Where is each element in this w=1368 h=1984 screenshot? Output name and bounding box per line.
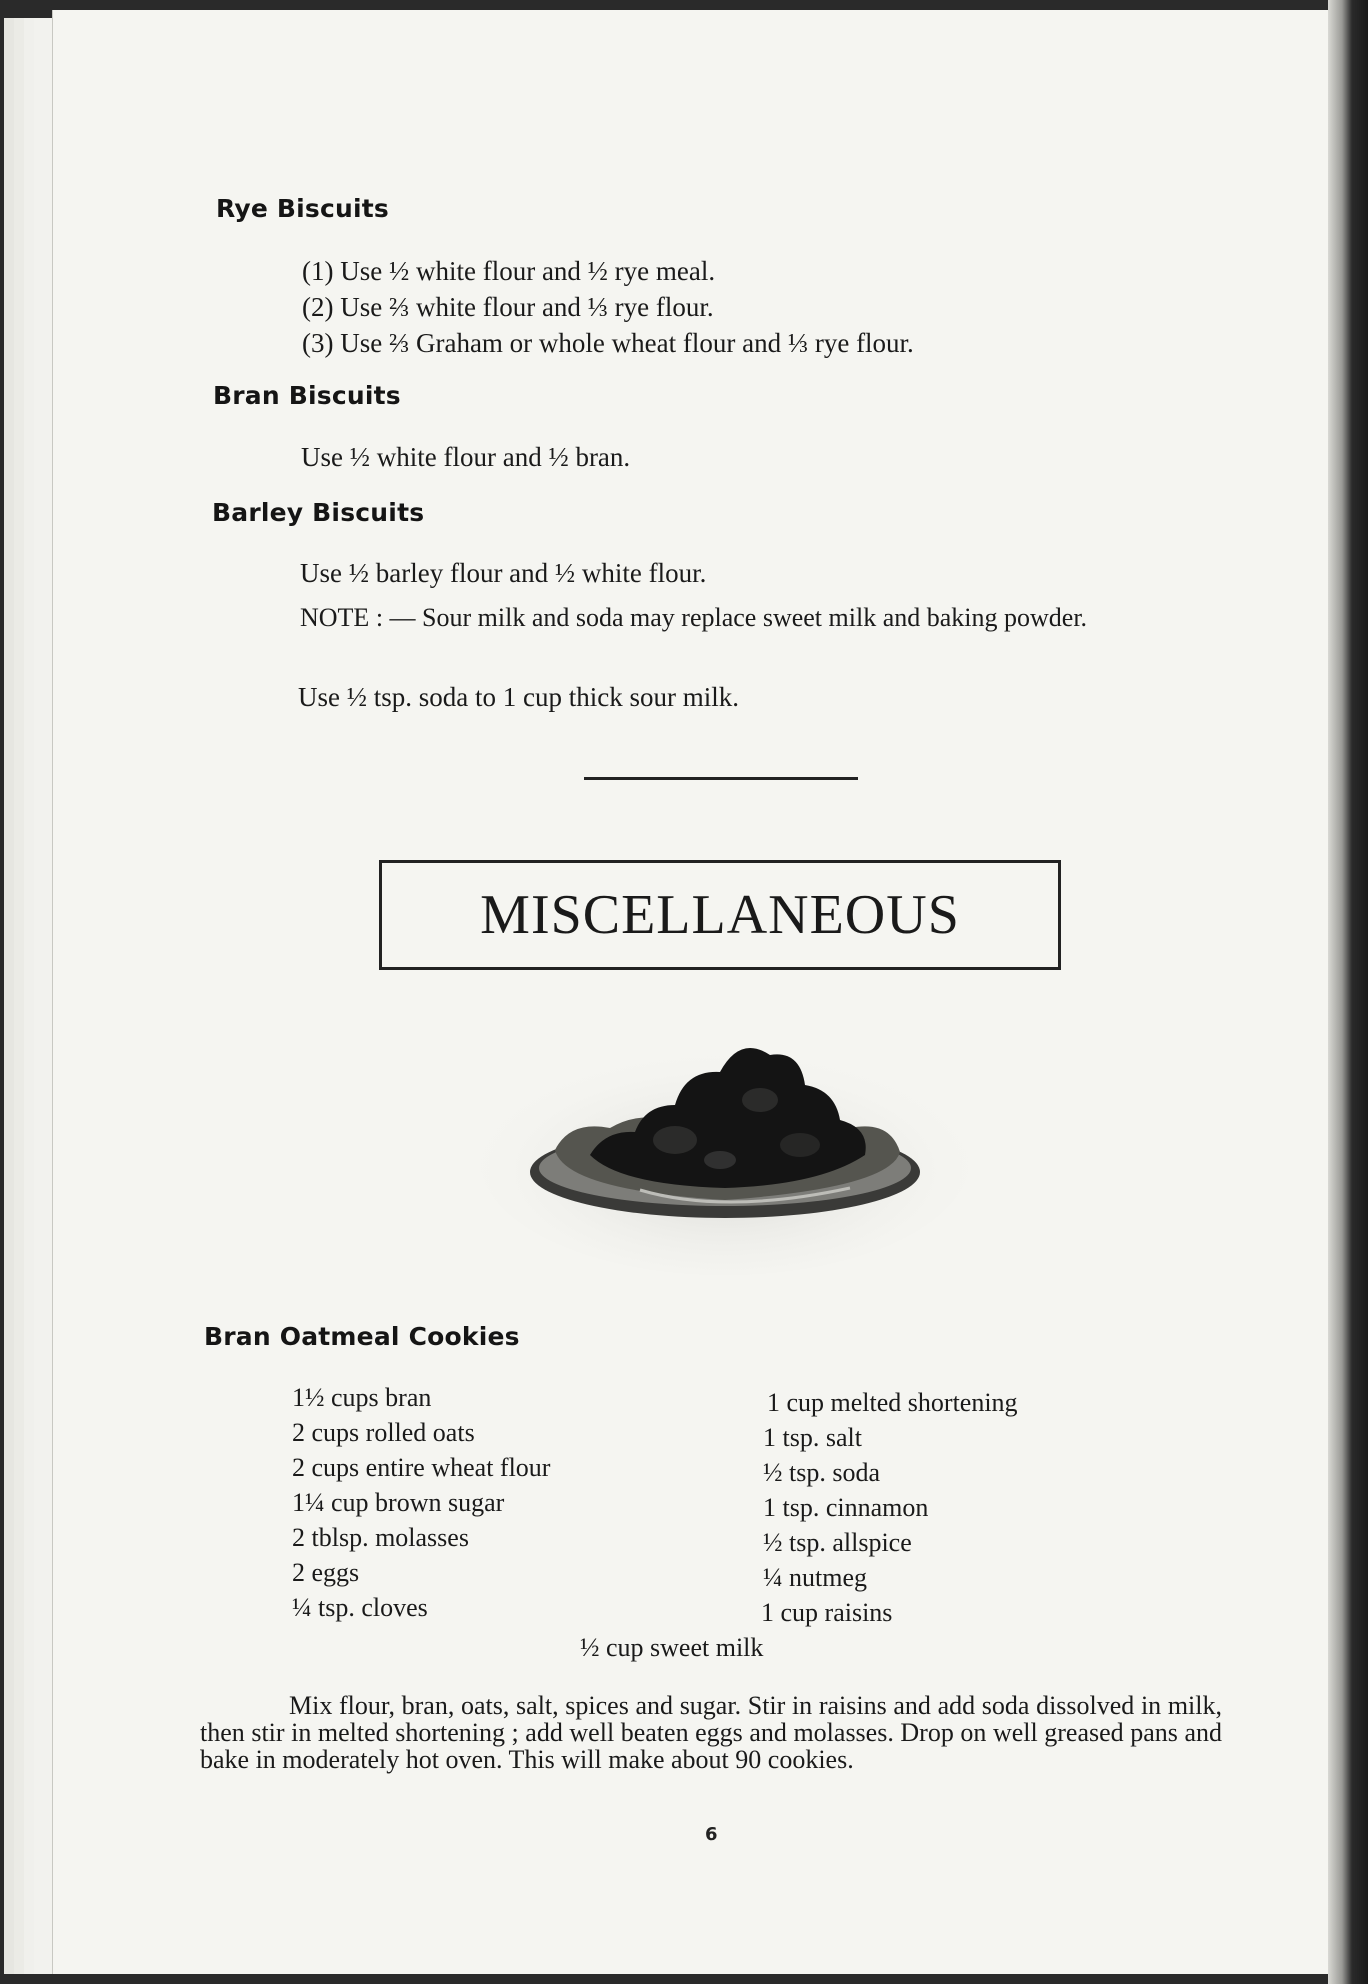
method-paragraph: Mix flour, bran, oats, salt, spices and sugar. Stir in raisins and add soda dissolved in milk, then stir in melted shortening ; add well beaten eggs and molasses. Drop on well greased pans and bake in moderately hot oven. This will make about 90 cookies. bbox=[200, 1691, 1222, 1774]
ingredient-left: ¼ tsp. cloves bbox=[292, 1593, 428, 1622]
rye-biscuits-heading: Rye Biscuits bbox=[216, 194, 390, 223]
rye-biscuits-line-3: (3) Use ⅔ Graham or whole wheat flour and ⅓ rye flour. bbox=[302, 328, 914, 358]
barley-biscuits-heading: Barley Biscuits bbox=[212, 498, 425, 527]
binding-shadow bbox=[1328, 0, 1368, 1984]
ingredient-left: 1¼ cup brown sugar bbox=[292, 1488, 505, 1517]
miscellaneous-banner bbox=[379, 860, 1061, 970]
ingredient-right: ½ tsp. allspice bbox=[763, 1528, 912, 1557]
ingredient-right: 1 cup raisins bbox=[761, 1598, 893, 1627]
section-divider bbox=[584, 777, 858, 780]
ingredient-left: 2 cups entire wheat flour bbox=[292, 1453, 551, 1482]
bran-biscuits-line: Use ½ white flour and ½ bran. bbox=[301, 442, 631, 472]
ingredient-left: 2 cups rolled oats bbox=[292, 1418, 475, 1447]
rye-biscuits-line-1: (1) Use ½ white flour and ½ rye meal. bbox=[302, 256, 716, 286]
ingredient-right: 1 tsp. cinnamon bbox=[763, 1493, 929, 1522]
ingredient-left: 2 tblsp. molasses bbox=[292, 1523, 469, 1552]
note-paragraph: NOTE : — Sour milk and soda may replace sweet milk and baking powder. bbox=[300, 603, 1088, 632]
banner-title: MISCELLANEOUS bbox=[480, 884, 960, 946]
ingredient-left: 1½ cups bran bbox=[292, 1383, 432, 1412]
ingredient-left: 2 eggs bbox=[292, 1558, 360, 1587]
ingredient-right: 1 cup melted shortening bbox=[767, 1388, 1018, 1417]
bran-oatmeal-cookies-heading: Bran Oatmeal Cookies bbox=[204, 1322, 520, 1351]
ingredient-center: ½ cup sweet milk bbox=[580, 1633, 764, 1662]
ingredient-right: ¼ nutmeg bbox=[763, 1563, 867, 1592]
ingredient-right: 1 tsp. salt bbox=[763, 1423, 862, 1452]
page-number: 6 bbox=[705, 1824, 718, 1845]
ingredient-right: ½ tsp. soda bbox=[763, 1458, 880, 1487]
cookie-plate-photo bbox=[470, 1010, 970, 1280]
barley-biscuits-line: Use ½ barley flour and ½ white flour. bbox=[300, 558, 707, 588]
soda-line: Use ½ tsp. soda to 1 cup thick sour milk. bbox=[298, 682, 739, 712]
rye-biscuits-line-2: (2) Use ⅔ white flour and ⅓ rye flour. bbox=[302, 292, 714, 322]
bran-biscuits-heading: Bran Biscuits bbox=[213, 381, 401, 410]
